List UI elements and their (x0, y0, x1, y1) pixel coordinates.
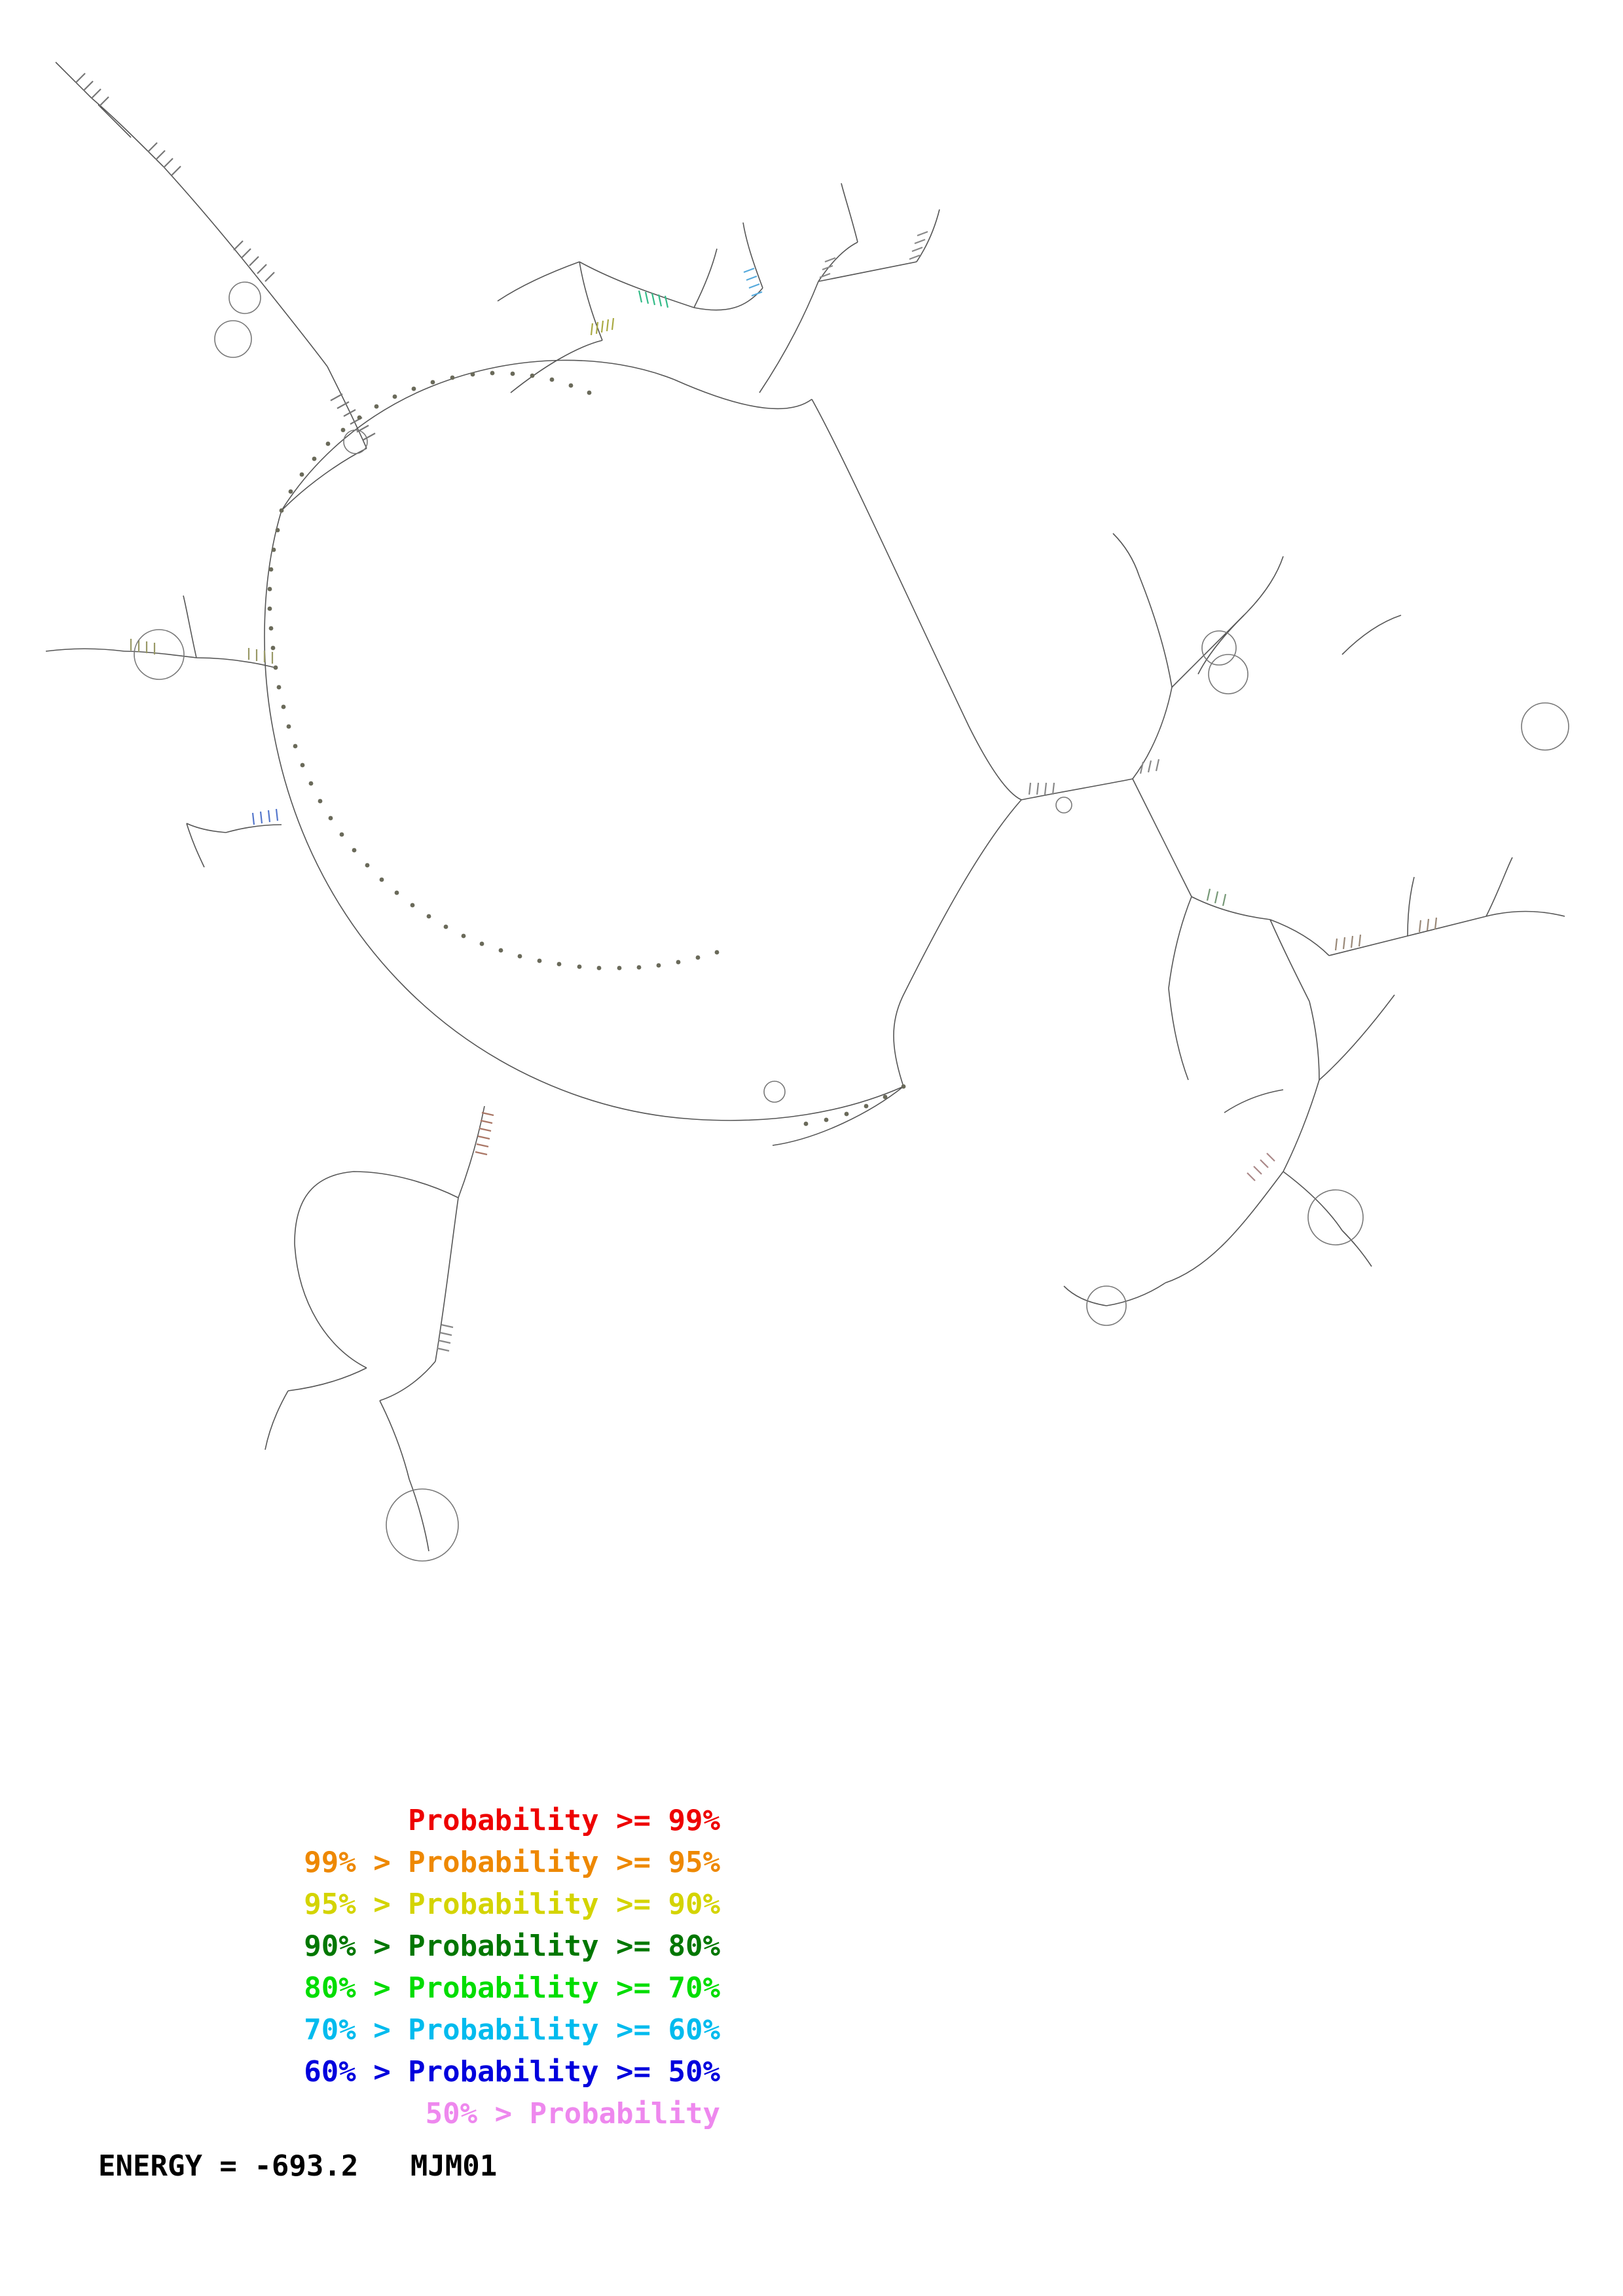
legend-row-60: 70% > Probability >= 60% (304, 2013, 720, 2047)
legend-row-95: 99% > Probability >= 95% (304, 1846, 720, 1879)
legend-row-99: Probability >= 99% (408, 1804, 720, 1837)
energy-label: ENERGY = -693.2 MJM01 (98, 2149, 498, 2183)
legend-row-below-50: 50% > Probability (425, 2097, 720, 2130)
legend-row-90: 95% > Probability >= 90% (304, 1888, 720, 1921)
probability-legend (98, 1806, 884, 2183)
nucleotide-beads (268, 371, 906, 1126)
legend-row-80: 90% > Probability >= 80% (304, 1929, 720, 1963)
backbone-strand (46, 62, 1565, 1551)
helix-ladders (76, 73, 1436, 1351)
hairpin-loops (134, 282, 1569, 1561)
legend-row-50: 60% > Probability >= 50% (304, 2055, 720, 2089)
legend-row-70: 80% > Probability >= 70% (304, 1971, 720, 2005)
